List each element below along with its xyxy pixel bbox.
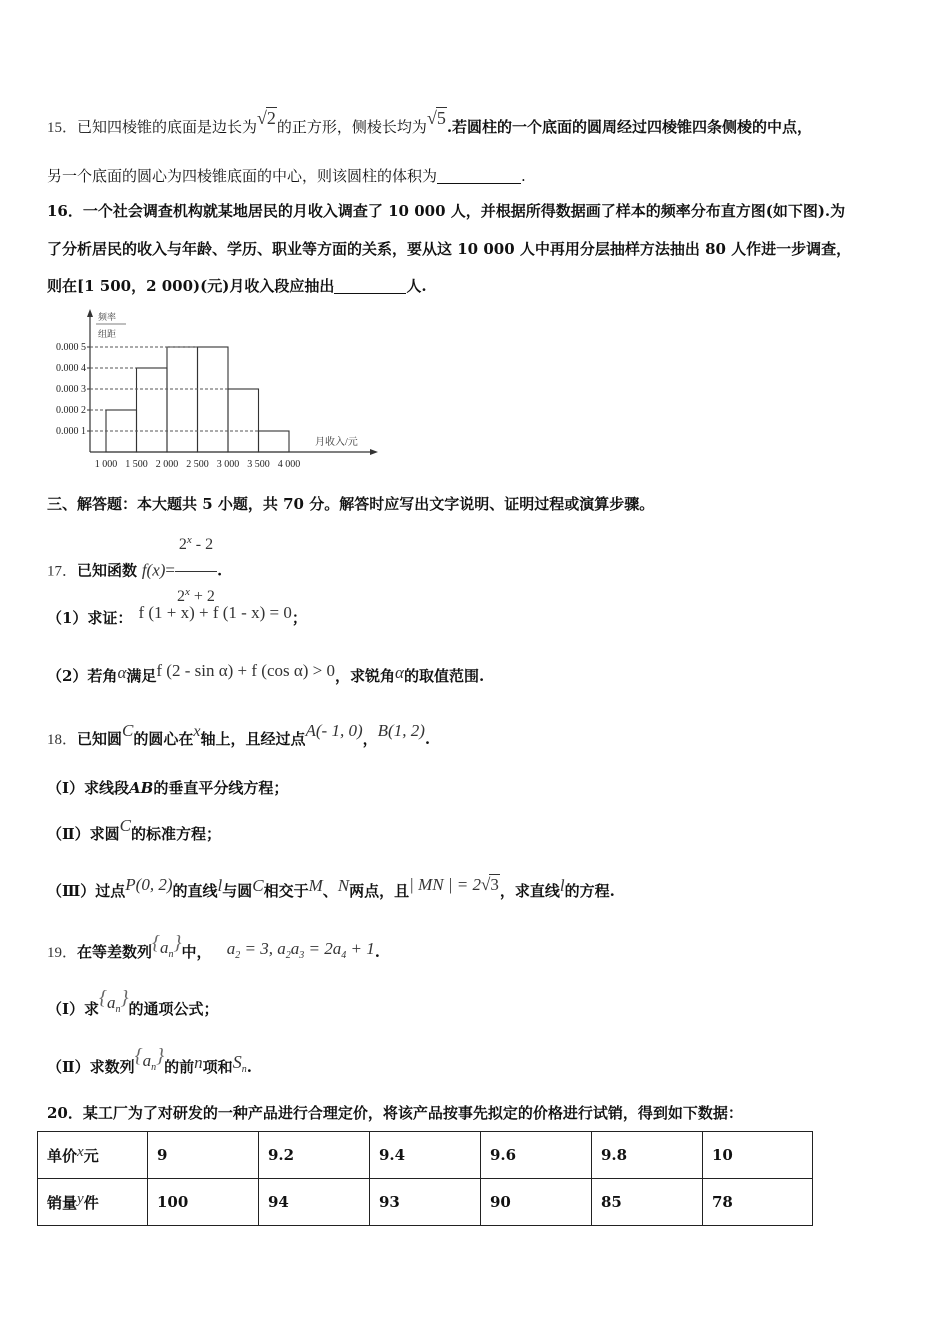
q19-ii-c: 项和: [202, 1058, 233, 1076]
equals: =: [165, 560, 176, 580]
q17-part2-c: ，求锐角: [335, 667, 396, 685]
mn-expression: | MN | = 2: [409, 875, 481, 894]
table-cell: 9.2: [259, 1132, 370, 1179]
q16-line3-b: 人.: [406, 277, 427, 295]
table-cell: 9: [148, 1132, 259, 1179]
table-cell: 9.6: [481, 1132, 592, 1179]
point-A: A(- 1, 0): [305, 721, 363, 740]
section-3-heading: 三、解答题：本大题共 5 小题，共 70 分。解答时应写出文字说明、证明过程或演算步骤。: [47, 495, 655, 513]
q17-intro: 已知函数: [77, 561, 138, 580]
circle-C: C: [122, 721, 134, 740]
q18-part1: [47, 777, 288, 798]
table-cell: 9.4: [370, 1132, 481, 1179]
denominator-tail: + 2: [189, 588, 215, 605]
q15-line2: [47, 165, 526, 186]
table-cell: 90: [481, 1179, 592, 1226]
q16-line3: [47, 275, 427, 296]
q18-ii-tail: 的标准方程；: [131, 825, 222, 843]
point-P: P(0, 2): [125, 875, 173, 894]
q16-line3-a: 则在[1 500，2 000)(元)月收入段应抽出: [47, 277, 335, 295]
q19-i-label: （Ⅰ）求: [47, 1000, 100, 1018]
mn-length: [409, 875, 500, 894]
q15-number: 15．: [47, 120, 78, 136]
f-symbol: f: [141, 560, 147, 580]
x-tick-label: 3 000: [216, 459, 240, 470]
q20-intro: 20．某工厂为了对研发的一种产品进行合理定价，将该产品按事先拟定的价格进行试销，得到如下数据：: [47, 1104, 743, 1122]
histogram-bar: [137, 368, 168, 452]
x-tick-label: 2 000: [155, 459, 179, 470]
q17-part2-b: 满足: [126, 667, 157, 685]
q18-number: 18．: [47, 732, 78, 748]
sqrt5: √5: [426, 108, 446, 128]
q17-end: .: [216, 561, 223, 580]
histogram-bar: [198, 347, 229, 452]
q17-part2-d: 的取值范围.: [403, 667, 485, 685]
table-row: [38, 1179, 813, 1226]
line-l: l: [217, 876, 223, 895]
alpha: α: [117, 663, 127, 682]
y-tick-label: 0.000 1: [56, 426, 86, 437]
y-axis-arrow: [87, 309, 93, 317]
alpha: α: [395, 663, 404, 682]
table-cell: 94: [259, 1179, 370, 1226]
f-arg: (x): [146, 560, 166, 580]
y-tick-label: 0.000 4: [56, 363, 86, 374]
q15-end: .: [521, 167, 526, 185]
sum-Sn: $S_n$: [232, 1052, 247, 1075]
q18-iii-b: 的直线: [172, 882, 218, 900]
q19-part2: [47, 1045, 252, 1078]
sequence-an: $\{a_n\}$: [152, 932, 182, 960]
numerator-exp: x: [186, 534, 192, 546]
numerator-base: 2: [178, 536, 187, 553]
histogram-plot: [56, 309, 378, 470]
x-tick-label: 2 500: [186, 459, 209, 470]
q17-part2-a: （2）若角: [47, 667, 118, 685]
row-header-sales: 销量y件: [38, 1179, 148, 1226]
x-axis-arrow: [370, 449, 378, 455]
n-var: n: [194, 1053, 203, 1072]
q18-iii-d: 相交于: [263, 882, 309, 900]
q15-text-line2: 另一个底面的圆心为四棱锥底面的中心，则该圆柱的体积为: [47, 167, 438, 185]
q18-iii-f: 两点，且: [349, 882, 410, 900]
q16-line1: 16．一个社会调查机构就某地居民的月收入调查了 10 000 人，并根据所得数据画了样本的频率分布直方图(如下图).为: [47, 202, 846, 220]
x-tick-label: 4 000: [277, 459, 301, 470]
q15-text-b: 的正方形，侧棱长均为: [276, 118, 427, 136]
q18-part2: [47, 816, 222, 844]
answer-blank[interactable]: [437, 169, 521, 184]
sqrt2: √2: [257, 108, 276, 128]
q18-line: [47, 721, 431, 749]
q19-ii-label: （Ⅱ）求数列: [47, 1058, 135, 1076]
segment-AB: AB: [129, 779, 154, 797]
sequence-an: $\{a_n\}$: [99, 987, 129, 1015]
row-header-price: 单价x元: [38, 1132, 148, 1179]
q19-dot: .: [374, 943, 380, 961]
table-row: [38, 1132, 813, 1179]
numerator-tail: - 2: [191, 536, 214, 553]
circle-C: C: [252, 876, 264, 895]
q18-iii-e: 、: [322, 882, 338, 900]
y-axis-label-bottom: 组距: [98, 329, 117, 339]
q19-line: [47, 932, 380, 963]
q18-iii-c: 与圆: [222, 882, 253, 900]
q15-line1: [47, 108, 813, 137]
q19-i-tail: 的通项公式；: [128, 1000, 219, 1018]
q15-text-c: .若圆柱的一个底面的圆周经过四棱锥四条侧棱的中点，: [446, 118, 813, 136]
q18-part3: [47, 875, 615, 901]
q17-part1-end: ；: [291, 609, 307, 627]
q19-a: 在等差数列: [77, 943, 153, 961]
q18-b: 的圆心在: [133, 730, 194, 748]
table-cell: 93: [370, 1179, 481, 1226]
table-cell: 9.8: [592, 1132, 703, 1179]
q19-b: 中，: [181, 943, 212, 961]
q19-condition: $a_2 = 3$, $a_2a_3 = 2a_4 + 1$: [226, 939, 375, 961]
q18-dot: .: [424, 730, 431, 748]
price-sales-table: [37, 1131, 813, 1226]
point-B: B(1, 2): [377, 721, 425, 740]
q15-text-a: 已知四棱锥的底面是边长为: [77, 118, 258, 136]
q18-c: 轴上，且经过点: [200, 730, 306, 748]
answer-blank[interactable]: [334, 279, 406, 294]
q16-line2: 了分析居民的收入与年龄、学历、职业等方面的关系，要从这 10 000 人中再用分层抽样方法抽出 80 人作进一步调查，: [47, 240, 852, 258]
line-l: l: [559, 876, 565, 895]
table-cell: 10: [703, 1132, 813, 1179]
table-cell: 85: [592, 1179, 703, 1226]
point-N: N: [337, 876, 350, 895]
q19-end: .: [246, 1058, 252, 1076]
histogram-bar: [167, 347, 198, 452]
table-cell: 100: [148, 1179, 259, 1226]
q17-part2-math: f (2 - sin α) + f (cos α) > 0: [156, 661, 336, 680]
histogram-chart: [40, 305, 390, 475]
q17-part1-math: f (1 + x) + f (1 - x) = 0: [138, 603, 292, 622]
x-tick-label: 1 500: [125, 459, 148, 470]
q18-ii-label: （Ⅱ）求圆: [47, 825, 120, 843]
q18-a: 已知圆: [77, 730, 123, 748]
q18-iii-a: （Ⅲ）过点: [47, 882, 126, 900]
sqrt3: √3: [481, 875, 499, 894]
point-M: M: [308, 876, 323, 895]
x-var: x: [193, 723, 201, 740]
q19-ii-b: 的前: [164, 1058, 195, 1076]
y-axis-label-top: 频率: [98, 312, 117, 322]
q17-part1: [47, 603, 307, 628]
x-tick-label: 3 500: [247, 459, 270, 470]
q18-i-tail: 的垂直平分线方程；: [153, 779, 289, 797]
circle-C: C: [119, 816, 131, 835]
q18-comma: ，: [362, 730, 378, 748]
q17-number: 17．: [47, 563, 78, 580]
y-tick-label: 0.000 5: [56, 342, 86, 353]
q18-i-label: （Ⅰ）求线段: [47, 779, 130, 797]
q17-part2: [47, 661, 485, 686]
y-tick-label: 0.000 2: [56, 405, 86, 416]
q17-part1-label: （1）求证：: [47, 609, 133, 627]
q18-iii-g: ，求直线: [499, 882, 560, 900]
denominator-exp: x: [185, 586, 190, 598]
x-tick-label: 1 000: [94, 459, 118, 470]
histogram-bar: [259, 431, 290, 452]
sequence-an: $\{a_n\}$: [134, 1045, 165, 1073]
q18-iii-h: 的方程.: [564, 882, 615, 900]
q19-part1: [47, 987, 219, 1020]
y-tick-label: 0.000 3: [56, 384, 86, 395]
table-cell: 78: [703, 1179, 813, 1226]
denominator-base: 2: [177, 588, 186, 605]
histogram-bar: [228, 389, 259, 452]
q19-number: 19．: [47, 945, 78, 961]
x-axis-label: 月收入/元: [315, 437, 358, 448]
